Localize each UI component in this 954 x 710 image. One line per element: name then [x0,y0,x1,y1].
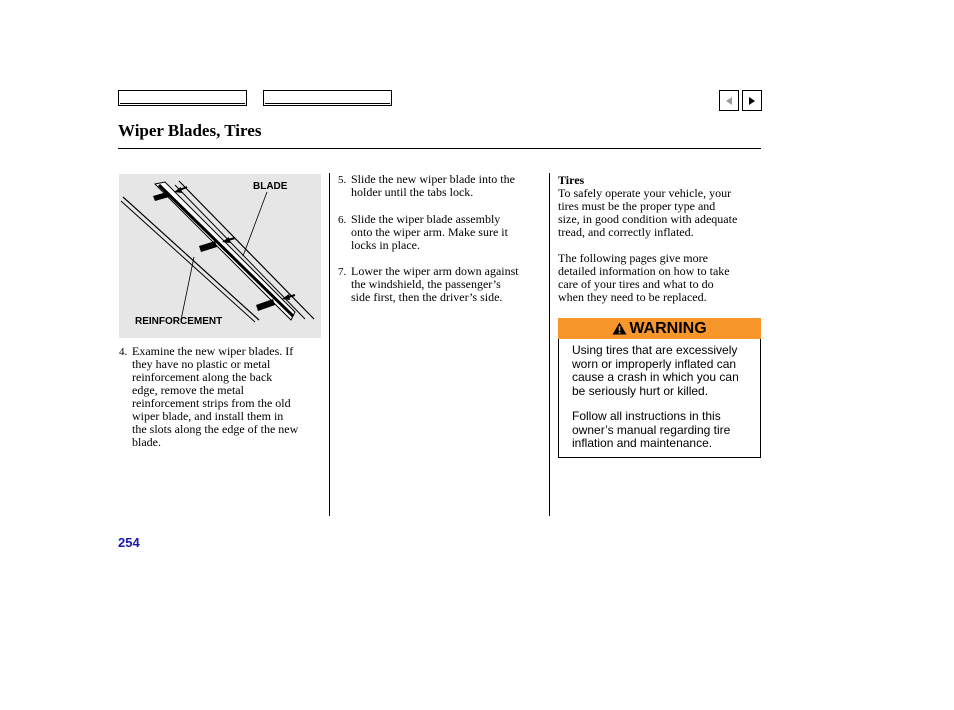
warning-body [558,339,761,458]
warning-header [558,318,761,339]
tires-details-text: The following pages give more detailed information on how to take care of your tires and what to do when they need to be replaced. [558,251,730,304]
next-page-icon [747,96,757,106]
warning-label: WARNING [629,319,707,337]
blade-label: BLADE [253,181,288,192]
reinforcement-label: REINFORCEMENT [135,316,223,327]
previous-page-button[interactable] [719,90,739,111]
nav-tab-contents[interactable] [263,90,392,106]
page-number: 254 [118,535,140,550]
step-number: 4. [119,346,128,358]
step-4-text: Examine the new wiper blades. If they have no plastic or metal reinforcement along the back edge, remove the metal reinforcement strips from the old wiper blade, and install them in the slots along the edge of the new blade. [132,344,299,449]
tires-intro-text: To safely operate your vehicle, your tires must be the proper type and size, in good condition with adequate tread, and correctly inflated. [558,186,738,239]
step-5-text: Slide the new wiper blade into the holder until the tabs lock. [351,172,515,199]
column-divider-2 [549,173,550,516]
nav-tab-main-menu[interactable] [118,90,247,106]
step-6-text: Slide the wiper blade assembly onto the wiper arm. Make sure it locks in place. [351,212,508,252]
title-rule [118,148,761,149]
step-7-text: Lower the wiper arm down against the windshield, the passenger’s side first, then the driver’s side. [351,264,519,304]
warning-triangle-icon [612,322,627,335]
previous-page-icon [724,96,734,106]
step-number: 7. [338,266,347,278]
page-title: Wiper Blades, Tires [118,121,262,140]
wiper-blade-drawing [119,174,321,338]
warning-text-2: Follow all instructions in this owner’s manual regarding tire inflation and maintenance. [572,409,731,450]
tires-heading: Tires [558,173,585,187]
next-page-button[interactable] [742,90,762,111]
step-number: 6. [338,214,347,226]
wiper-blade-illustration [119,174,321,338]
warning-text-1: Using tires that are excessively worn or improperly inflated can cause a crash in which you can be seriously hurt or killed. [572,343,739,398]
step-number: 5. [338,174,347,186]
column-divider-1 [329,173,330,516]
